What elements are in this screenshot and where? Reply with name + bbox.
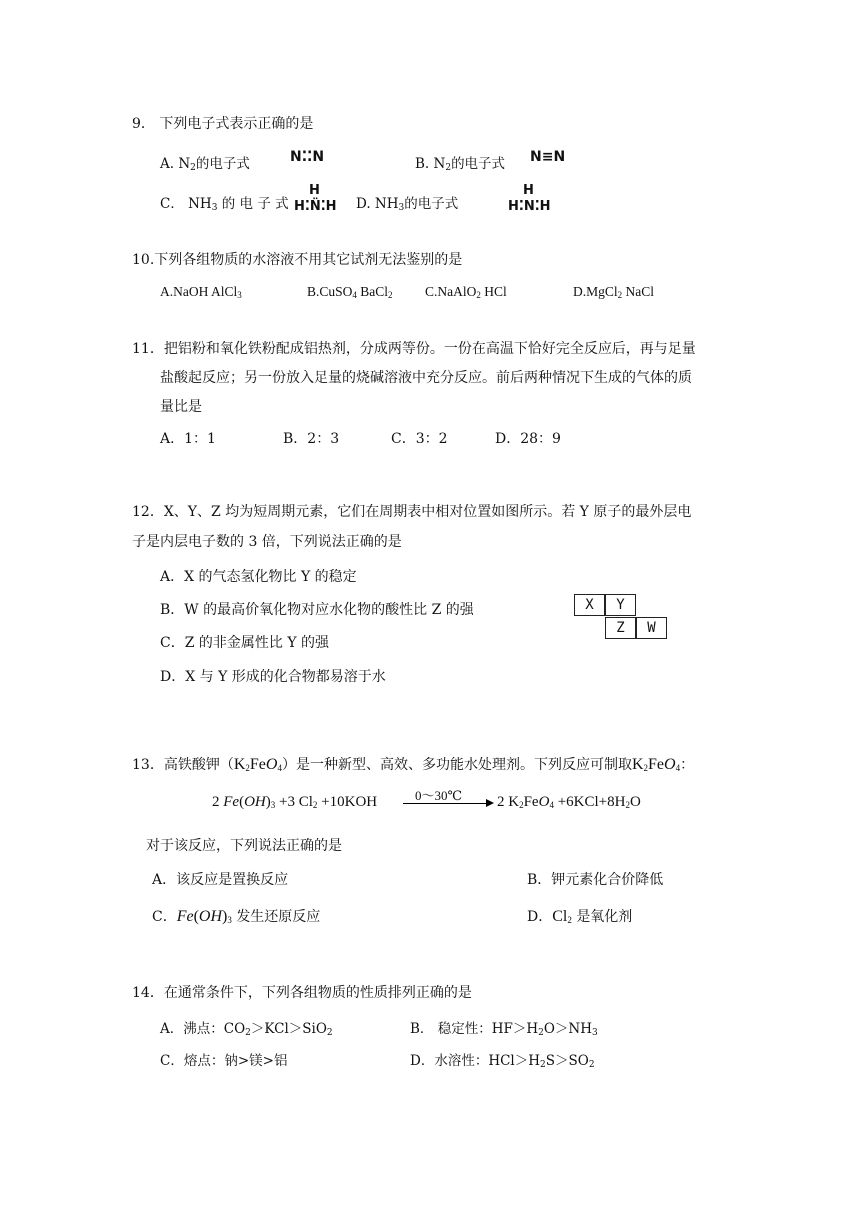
q9-b-lewis-structure: N≡N (530, 149, 566, 165)
q13-option-b: B．钾元素化合价降低 (527, 872, 664, 888)
arrowhead-icon (486, 799, 494, 807)
q14-stem: 14．在通常条件下，下列各组物质的性质排列正确的是 (132, 985, 472, 1001)
q12-line1: 12．X、Y、Z 均为短周期元素，它们在周期表中相对位置如图所示。若 Y 原子的最外层电 (132, 504, 692, 520)
periodic-cell-w: W (636, 617, 667, 639)
q10-stem: 10.下列各组物质的水溶液不用其它试剂无法鉴别的是 (132, 252, 463, 268)
q10-option-c: C.NaAlO$_2$ HCl (425, 284, 507, 300)
q14-option-b: B． 稳定性：$HF>H_2O>NH_3$ (410, 1021, 598, 1038)
q12-option-d: D．X 与 Y 形成的化合物都易溶于水 (160, 669, 386, 685)
q12-line2: 子是内层电子数的 3 倍，下列说法正确的是 (132, 534, 402, 550)
q11-line3: 量比是 (160, 399, 202, 415)
q9-a-lewis-structure: N⁚⁚N (290, 149, 325, 165)
q9-option-a: A. $N_2$的电子式 (160, 156, 250, 173)
q11-option-b: B．2：3 (283, 431, 340, 447)
q13-prompt: 对于该反应，下列说法正确的是 (146, 838, 342, 854)
q9-stem: 9． 下列电子式表示正确的是 (132, 116, 314, 132)
q13-option-a: A．该反应是置换反应 (152, 872, 289, 888)
q13-option-d: D．$Cl_2$ 是氧化剂 (527, 908, 633, 925)
q13-reaction-condition: 0～30℃ (415, 788, 463, 803)
q11-line2: 盐酸起反应；另一份放入足量的烧碱溶液中充分反应。前后两种情况下生成的气体的质 (160, 370, 692, 386)
q12-option-b: B．W 的最高价氧化物对应水化物的酸性比 Z 的强 (160, 602, 474, 618)
q14-option-d: D．水溶性：$HCl>H_2S>SO_2$ (410, 1053, 595, 1070)
q9-option-c: C． $NH_3$ 的 电 子 式 (160, 196, 289, 213)
q14-option-a: A．沸点：$CO_2>KCl>SiO_2$ (160, 1021, 333, 1038)
q9-d-lewis-structure: H⁚N⁚H (508, 199, 551, 214)
q14-option-c: C．熔点：钠>镁>铝 (160, 1053, 288, 1069)
periodic-cell-z: Z (605, 617, 636, 639)
q11-option-c: C．3：2 (391, 431, 448, 447)
periodic-cell-x: X (574, 594, 605, 616)
q13-equation-right: 2 $K_2FeO_4 +6KCl+8H_2O$ (497, 794, 641, 810)
q9-c-lewis-structure: H⁚N̈⁚H (294, 199, 337, 214)
q9-option-b: B. $N_2$的电子式 (415, 156, 506, 173)
q12-option-a: A．X 的气态氢化物比 Y 的稳定 (160, 569, 357, 585)
reaction-arrow-icon (403, 803, 487, 804)
q11-line1: 11．把铝粉和氧化铁粉配成铝热剂，分成两等份。一份在高温下恰好完全反应后，再与足量 (132, 341, 696, 357)
q10-option-b: B.CuSO$_4$ BaCl$_2$ (307, 284, 393, 300)
q10-option-d: D.MgCl$_2$ NaCl (573, 284, 655, 300)
q9-d-h-top: H (523, 183, 534, 198)
periodic-cell-y: Y (605, 594, 636, 616)
q10-option-a: A.NaOH AlCl$_3$ (160, 284, 242, 300)
q13-option-c: C．$Fe(OH)_3$ 发生还原反应 (152, 908, 321, 925)
q11-option-d: D．28：9 (495, 431, 561, 447)
q9-c-h-top: H (309, 183, 320, 198)
q11-option-a: A．1：1 (160, 431, 216, 447)
q13-stem: 13．高铁酸钾$(K_2FeO_4)$是一种新型、高效、多功能水处理剂。下列反应可制取$K_2FeO_4$： (132, 756, 695, 773)
q13-equation-left: 2 $Fe(OH)_3 +3$ $Cl_2 +10KOH$ (212, 794, 378, 810)
q9-option-d: D. $NH_3$的电子式 (356, 196, 459, 213)
q12-option-c: C．Z 的非金属性比 Y 的强 (160, 635, 330, 651)
